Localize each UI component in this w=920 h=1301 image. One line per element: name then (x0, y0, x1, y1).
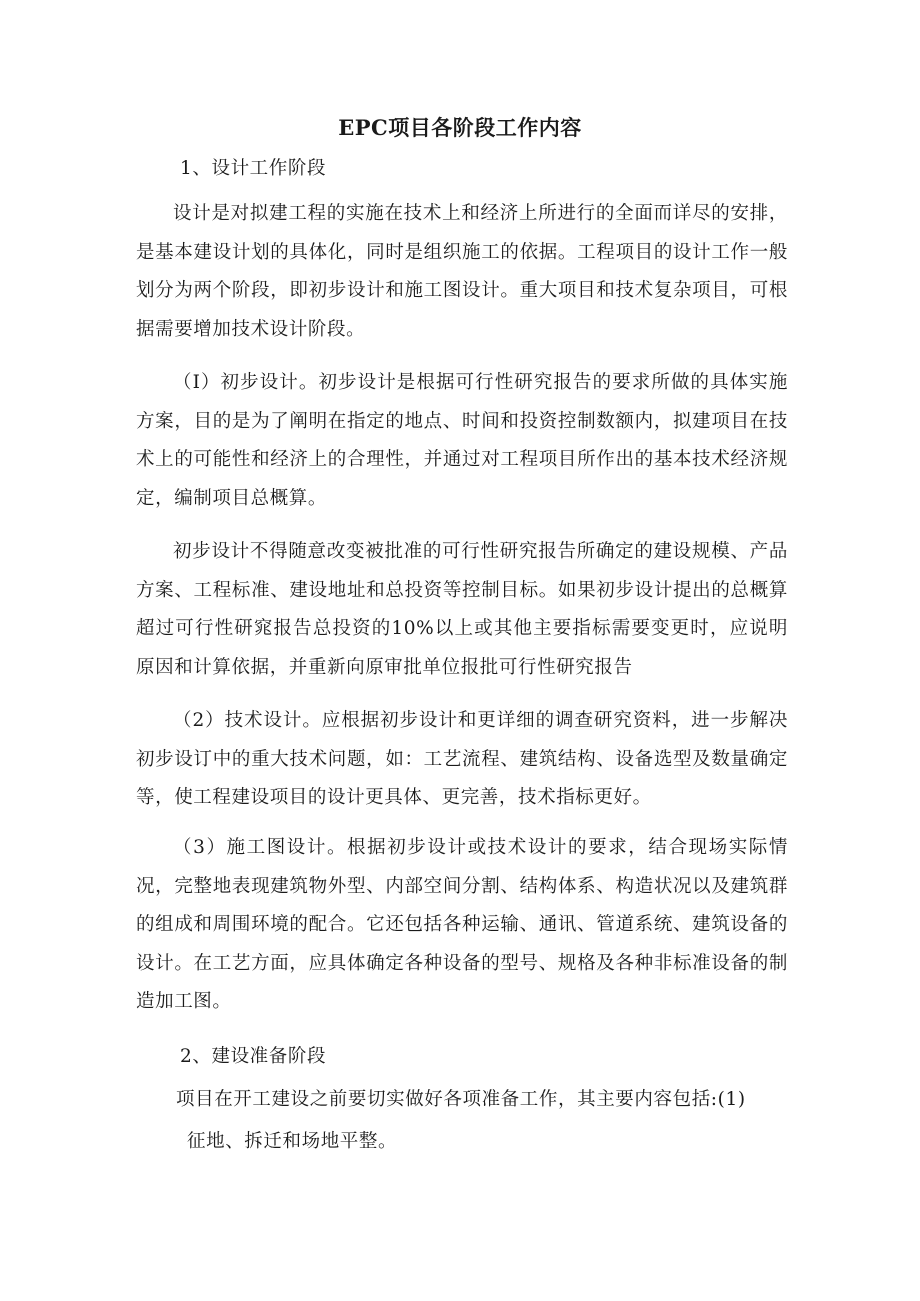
paragraph-design-intro: 设计是对拟建工程的实施在技术上和经济上所进行的全面而详尽的安排，是基本建设计划的具体化，同时是组织施工的依据。工程项目的设计工作一般划分为两个阶段，即初步设计和施工图设计。重大项目和技术复杂项目，可根据需要增加技术设计阶段。 (136, 203, 788, 340)
section-heading-preparation: 2、建设准备阶段 (180, 1046, 327, 1067)
paragraph-construction-drawing: （3）施工图设计。根据初步设计或技术设计的要求，结合现场实际情况，完整地表现建筑物外型、内部空间分割、结构体系、构造状况以及建筑群的组成和周围环境的配合。它还包括各种运输、通讯、管道系统、建筑设备的设计。在工艺方面，应具体确定各种设备的型号、规格及各种非标准设备的制造加工图。 (136, 837, 788, 1012)
preparation-line-1: 项目在开工建设之前要切实做好各项准备工作，其主要内容包括:(1) (176, 1089, 746, 1110)
document-title: EPC项目各阶段工作内容 (338, 115, 582, 140)
preparation-line-2: 征地、拆迁和场地平整。 (187, 1131, 398, 1152)
paragraph-technical-design: （2）技术设计。应根据初步设计和更详细的调查研究资料，进一步解决初步设订中的重大技术问题，如：工艺流程、建筑结构、设备选型及数量确定等，使工程建设项目的设计更具体、更完善，技术指标更好。 (136, 710, 788, 808)
paragraph-preliminary-constraints: 初步设计不得随意改变被批准的可行性研究报告所确定的建设规模、产品方案、工程标准、建设地址和总投资等控制目标。如果初步设计提出的总概算超过可行性研窕报告总投资的10%以上或其他主要指标需要变更时，应说明原因和计算依据，并重新向原审批单位报批可行性研究报告 (136, 541, 788, 678)
section-heading-design: 1、设计工作阶段 (180, 158, 327, 179)
paragraph-preliminary-design: （I）初步设计。初步设计是根据可行性研究报告的要求所做的具体实施方案，目的是为了阐明在指定的地点、时间和投资控制数额内，拟建项目在技术上的可能性和经济上的合理性，并通过对工程项目所作出的基本技术经济规定，编制项目总概算。 (136, 372, 788, 509)
